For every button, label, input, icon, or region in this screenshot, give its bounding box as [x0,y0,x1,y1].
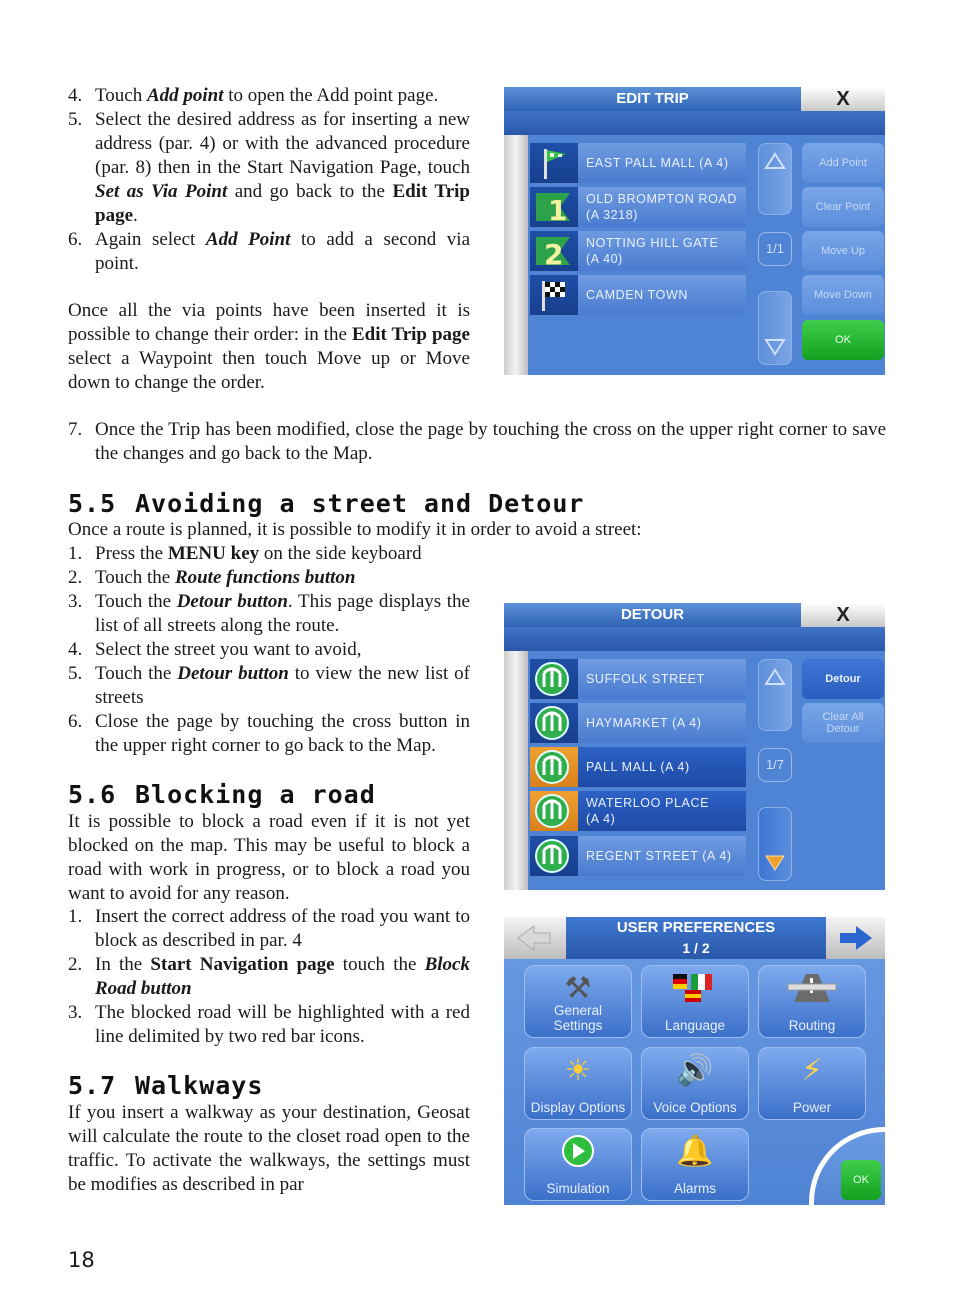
street-row-3-label: PALL MALL (A 4) [586,760,690,774]
move-down-button[interactable]: Move Down [802,275,884,315]
list-item-text: Insert the correct address of the road you want to block as described in par. 4 [95,906,470,951]
list-item-text: Touch the Route functions button [95,567,356,588]
list-item-number: 1. [68,906,83,927]
list-item [68,710,470,758]
section-5-5-heading [68,489,584,518]
detour-icon [530,836,578,876]
trip-row-1-label: EAST PALL MALL (A 4) [586,156,729,170]
waypoint-1-icon [530,187,578,227]
list-item [68,953,470,1001]
page-indicator: 1/7 [758,748,792,782]
street-row-1[interactable] [530,659,746,699]
language-label: Language [664,1018,726,1033]
detour-icon [530,791,578,831]
via-point-steps [68,84,470,276]
edit-trip-screenshot [504,87,885,375]
battery-icon: ⚡ [801,1054,823,1087]
step-7-number: 7. [68,419,83,440]
clear-point-button[interactable]: Clear Point [802,187,884,227]
edit-trip-title: EDIT TRIP [504,87,801,111]
list-item [68,662,470,710]
prefs-title: USER PREFERENCES [616,919,776,936]
trip-row-2[interactable] [530,187,746,227]
voice-options-tile[interactable] [641,1047,749,1120]
detour-icon [530,659,578,699]
list-item-text: Select the desired address as for inserting a new address (par. 4) or with the advanced procedure (par. 8) then in the Start Navigation Page, touch Set as Via Point and go back to the Edit Trip page. [95,109,470,226]
section-5-7-heading [68,1071,263,1100]
alarms-tile[interactable] [641,1128,749,1201]
street-row-1-label: SUFFOLK STREET [586,672,705,686]
list-item-text: The blocked road will be highlighted with a red line delimited by two red bar icons. [95,1002,470,1047]
trip-row-3-label: NOTTING HILL GATE (A 40) [586,236,719,266]
street-row-3-selected[interactable] [530,747,746,787]
start-flag-icon [530,143,578,183]
street-row-5[interactable] [530,836,746,876]
section-5-7-title: Walkways [135,1071,264,1100]
ok-button[interactable]: OK [841,1160,881,1200]
page-number: 18 [68,1248,95,1272]
street-row-4[interactable] [530,791,746,831]
step-7-text: Once the Trip has been modified, close the page by touching the cross on the upper right corner to save the changes and go back to the Map. [95,419,886,464]
list-item-number: 5. [68,109,83,130]
list-item [68,1001,470,1049]
detour-icon [530,747,578,787]
section-5-6-number: 5.6 [68,780,117,809]
trip-row-4[interactable] [530,275,746,315]
routing-tile[interactable] [758,965,866,1038]
simulation-label: Simulation [546,1181,610,1196]
section-5-7-intro: If you insert a walkway as your destination, Geosat will calculate the route to the closet road open to the traffic. To activate the walkways, the settings must be modifies as described in par [68,1102,470,1195]
page-indicator: 1/1 [758,232,792,266]
svg-text:1: 1 [548,194,568,227]
list-item-number: 6. [68,711,83,732]
scroll-down-button[interactable] [758,291,792,365]
flags-icon [642,970,748,1016]
bell-icon: 🔔 [676,1135,714,1168]
trip-row-2-label: OLD BROMPTON ROAD (A 3218) [586,192,737,222]
detour-steps [68,542,470,758]
power-label: Power [792,1100,832,1115]
power-tile[interactable] [758,1047,866,1120]
list-item-number: 2. [68,954,83,975]
left-edge [504,651,528,890]
scroll-down-button[interactable] [758,807,792,881]
street-row-5-label: REGENT STREET (A 4) [586,849,732,863]
finish-flag-icon [530,275,578,315]
block-road-steps [68,905,470,1049]
reorder-paragraph: Once all the via points have been inserted it is possible to change their order: in the Edit Trip page select a Waypoint then touch Move up or Move down to change the order. [68,300,470,393]
street-row-4-label: WATERLOO PLACE (A 4) [586,796,710,826]
display-icon: ☀ [564,1054,592,1087]
list-item [68,905,470,953]
list-item-number: 4. [68,639,83,660]
list-item-text: Again select Add Point to add a second via point. [95,229,471,274]
header-band [504,627,885,651]
waypoint-2-icon [530,231,578,271]
detour-screenshot [504,603,885,890]
section-5-5-title: Avoiding a street and Detour [135,489,585,518]
list-item-text: Select the street you want to avoid, [95,639,362,660]
prefs-page-indicator: 1 / 2 [682,940,710,956]
list-item-number: 5. [68,663,83,684]
routing-label: Routing [788,1018,836,1033]
header-band [504,111,885,135]
street-row-2[interactable] [530,703,746,743]
detour-title: DETOUR [504,603,801,627]
move-up-button[interactable]: Move Up [802,231,884,271]
section-5-7-number: 5.7 [68,1071,117,1100]
list-item-number: 3. [68,1002,83,1023]
display-options-label: Display Options [530,1100,626,1115]
detour-button[interactable]: Detour [802,659,884,699]
section-5-6-intro: It is possible to block a road even if it is not yet blocked on the map. This may be useful to block a road with work in progress, or to block a road you want to avoid for any reason. [68,811,470,904]
trip-row-3[interactable] [530,231,746,271]
list-item-text: Press the MENU key on the side keyboard [95,543,422,564]
forward-arrow-button[interactable] [826,917,885,959]
list-item-number: 2. [68,567,83,588]
close-icon[interactable]: X [801,87,885,111]
list-item [68,566,470,590]
scroll-up-button[interactable] [758,659,792,731]
list-item [68,542,470,566]
section-5-6-title: Blocking a road [135,780,376,809]
general-settings-label: General Settings [553,1003,603,1033]
alarms-label: Alarms [673,1181,716,1196]
list-item [68,590,470,638]
general-settings-tile[interactable] [524,965,632,1038]
back-arrow-button[interactable] [504,917,566,959]
trip-row-1[interactable] [530,143,746,183]
list-item-text: In the Start Navigation page touch the Block Road button [95,954,470,999]
list-item [68,228,470,276]
language-tile[interactable] [641,965,749,1038]
list-item-text: Touch the Detour button to view the new list of streets [95,663,470,708]
speaker-icon: 🔊 [676,1054,714,1087]
list-item [68,638,470,662]
ok-button[interactable]: OK [802,320,884,360]
list-item-text: Close the page by touching the cross button in the upper right corner to go back to the Map. [95,711,470,756]
add-point-button[interactable]: Add Point [802,143,884,183]
user-preferences-screenshot [504,917,885,1205]
svg-text:2: 2 [544,238,564,271]
clear-all-detour-button[interactable]: Clear All Detour [802,703,884,743]
left-edge [504,135,528,375]
section-5-5-number: 5.5 [68,489,117,518]
list-item [68,84,470,108]
simulation-tile[interactable] [524,1128,632,1201]
list-item [68,108,470,228]
trip-row-4-label: CAMDEN TOWN [586,288,688,302]
play-icon [525,1133,631,1179]
scroll-up-button[interactable] [758,143,792,215]
street-row-2-label: HAYMARKET (A 4) [586,716,702,730]
section-5-5-intro: Once a route is planned, it is possible to modify it in order to avoid a street: [68,519,642,540]
display-options-tile[interactable] [524,1047,632,1120]
section-5-6-heading [68,780,376,809]
close-icon[interactable]: X [801,603,885,627]
list-item-number: 6. [68,229,83,250]
road-icon [759,970,865,1016]
list-item-number: 4. [68,85,83,106]
list-item-text: Touch the Detour button. This page displays the list of all streets along the route. [95,591,470,636]
tools-icon: ⚒ [564,972,592,1005]
list-item-number: 3. [68,591,83,612]
list-item-text: Touch Add point to open the Add point page. [95,85,439,106]
list-item-number: 1. [68,543,83,564]
step-7 [68,418,886,466]
detour-icon [530,703,578,743]
voice-options-label: Voice Options [653,1100,737,1115]
